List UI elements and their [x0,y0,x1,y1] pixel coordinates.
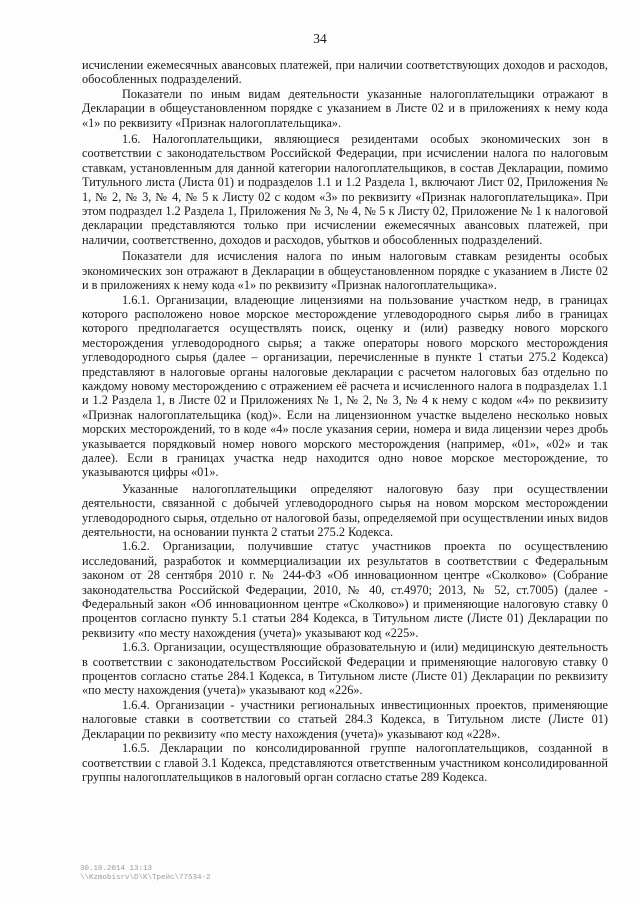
paragraph: Показатели для исчисления налога по иным налоговым ставкам резиденты особых экономических зон отражают в Декларации в общеустановленном порядке с указанием в Листе 02 и в приложениях к нему кода «1» по реквизиту «Признак налогоплательщика». [82,249,608,293]
footer-timestamp: 30.10.2014 13:13 [80,865,153,873]
paragraph-section-1-6-3: 1.6.3. Организации, осуществляющие образовательную и (или) медицинскую деятельность в соответствии с законодательством Российской Федерации и применяющие налоговую ставку 0 процентов согласно статье 284.1 Кодекса, в Титульном листе (Листе 01) Декларации по реквизиту «по месту нахождения (учета)» указывают код «226». [82,640,608,698]
paragraph: Показатели по иным видам деятельности указанные налогоплательщики отражают в Декларации в общеустановленном порядке с указанием в Листе 02 и в приложениях к нему кода «1» по реквизиту «Признак налогоплательщика». [82,86,608,130]
print-footer [80,865,380,883]
page-number: 34 [313,31,327,46]
paragraph-section-1-6-4: 1.6.4. Организации - участники региональных инвестиционных проектов, применяющие налоговые ставки в соответствии со статьей 284.3 Кодекса, в Титульном листе (Листе 01) Декларации по реквизиту «по месту нахождения (учета)» указывают код «228». [82,697,608,741]
paragraph-section-1-6-1: 1.6.1. Организации, владеющие лицензиями на пользование участком недр, в границах которого расположено новое морское месторождение углеводородного сырья либо в границах которого предполагается осуществлять поиск, оценку и (или) разведку нового морского месторождения углеводородного сырья; а также операторы нового морского месторождения углеводородного сырья (далее – организации, перечисленные в пункте 1 статьи 275.2 Кодекса) представляют в налоговые органы налоговые декларации с расчетом налоговых баз отдельно по каждому новому месторождению с отражением её расчета и исчисленного налога в подразделах 1.1 и 1.2 Раздела 1, в Листе 02 и Приложениях № 1, № 2, № 3, № 4 к нему с кодом «4» по реквизиту «Признак налогоплательщика (код)». Если на лицензионном участке выделено несколько новых морских месторождений, то в коде «4» после указания серии, номера и вида лицензии через дробь указывается порядковый номер нового морского месторождения (например, «01», «02» и так далее). Если в границах участка недр находится одно новое морское месторождение, то указываются цифры «01». [82,292,608,480]
paragraph-continuation: исчислении ежемесячных авансовых платежей, при наличии соответствующих доходов и расходов, обособленных подразделений. [82,58,608,87]
document-body [82,58,608,784]
footer-file-path: \\Kzmobisrv\D\K\Трейс\77534-2 [80,874,211,882]
paragraph-section-1-6: 1.6. Налогоплательщики, являющиеся резидентами особых экономических зон в соответствии с законодательством Российской Федерации, при исчислении налога по налоговым ставкам, установленным для данной категории налогоплательщиков, в состав Декларации, помимо Титульного листа (Листа 01) и подразделов 1.1 и 1.2 Раздела 1, включают Лист 02, Приложения № 1, № 2, № 3, № 4, № 5 к Листу 02 с кодом «3» по реквизиту «Признак налогоплательщика». При этом подраздел 1.2 Раздела 1, Приложения № 3, № 4, № 5 к Листу 02, Приложение № 1 к налоговой декларации представляются только при исчислении ежемесячных авансовых платежей, при наличии, соответственно, доходов и расходов, убытков и обособленных подразделений. [82,132,608,247]
paragraph: Указанные налогоплательщики определяют налоговую базу при осуществлении деятельности, связанной с добычей углеводородного сырья на новом морском месторождении углеводородного сырья, отдельно от налоговой базы, определяемой при осуществлении иных видов деятельности, на основании пункта 2 статьи 275.2 Кодекса. [82,481,608,539]
paragraph-section-1-6-2: 1.6.2. Организации, получившие статус участников проекта по осуществлению исследований, разработок и коммерциализации их результатов в соответствии с Федеральным законом от 28 сентября 2010 г. № 244-ФЗ «Об инновационном центре «Сколково» (Собрание законодательства Российской Федерации, 2010, № 40, ст.4970; 2013, № 52, ст.7005) (далее - Федеральный закон «Об инновационном центре «Сколково») и применяющие налоговую ставку 0 процентов согласно пункту 5.1 статьи 284 Кодекса, в Титульном листе (Листе 01) Декларации по реквизиту «по месту нахождения (учета)» указывают код «225». [82,539,608,640]
paragraph-section-1-6-5: 1.6.5. Декларации по консолидированной группе налогоплательщиков, созданной в соответствии с главой 3.1 Кодекса, представляются ответственным участником консолидированной группы налогоплательщиков в налоговый орган согласно статье 289 Кодекса. [82,741,608,784]
